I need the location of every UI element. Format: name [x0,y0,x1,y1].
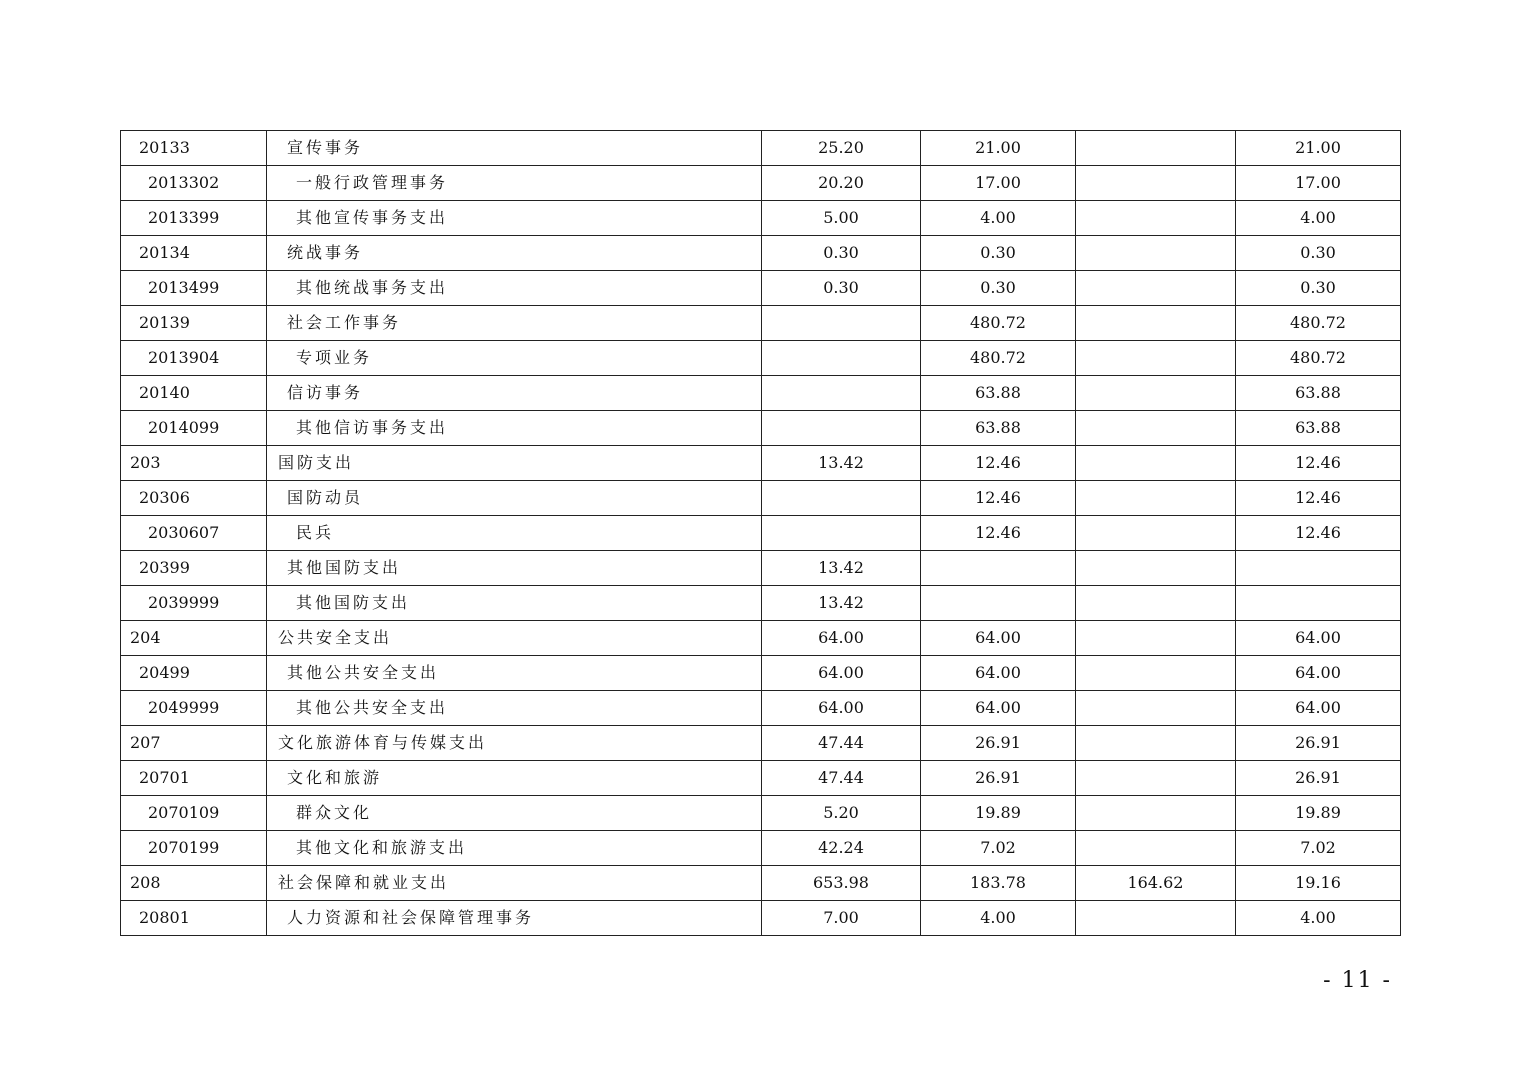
subject-name-cell: 社会工作事务 [267,306,762,341]
subject-name-cell: 社会保障和就业支出 [267,866,762,901]
value-cell-4: 480.72 [1236,306,1401,341]
table-row [121,236,1401,271]
subject-code-cell: 20140 [121,376,267,411]
value-cell-4: 64.00 [1236,691,1401,726]
value-cell-4: 480.72 [1236,341,1401,376]
value-cell-4: 17.00 [1236,166,1401,201]
subject-code-cell: 20701 [121,761,267,796]
value-cell-3 [1076,166,1236,201]
value-cell-2: 480.72 [921,306,1076,341]
value-cell-2: 63.88 [921,376,1076,411]
value-cell-1 [762,481,921,516]
value-cell-2: 64.00 [921,621,1076,656]
table-row [121,376,1401,411]
subject-code-cell: 2013399 [121,201,267,236]
value-cell-3 [1076,201,1236,236]
value-cell-1: 653.98 [762,866,921,901]
subject-code-cell: 204 [121,621,267,656]
value-cell-4: 26.91 [1236,761,1401,796]
value-cell-1 [762,516,921,551]
subject-name-cell: 民兵 [267,516,762,551]
value-cell-2: 21.00 [921,131,1076,166]
subject-name-cell: 其他信访事务支出 [267,411,762,446]
value-cell-2: 12.46 [921,446,1076,481]
value-cell-2: 26.91 [921,761,1076,796]
subject-code-cell: 20134 [121,236,267,271]
table-row [121,656,1401,691]
value-cell-3: 164.62 [1076,866,1236,901]
value-cell-4: 19.89 [1236,796,1401,831]
table-row [121,621,1401,656]
budget-table-body [121,131,1401,936]
value-cell-2: 0.30 [921,271,1076,306]
subject-name-cell: 宣传事务 [267,131,762,166]
table-row [121,516,1401,551]
value-cell-1: 42.24 [762,831,921,866]
value-cell-4: 26.91 [1236,726,1401,761]
value-cell-2: 4.00 [921,901,1076,936]
value-cell-1: 47.44 [762,761,921,796]
table-row [121,586,1401,621]
subject-name-cell: 其他公共安全支出 [267,656,762,691]
page-number: - 11 - [1323,968,1392,993]
value-cell-4: 4.00 [1236,201,1401,236]
value-cell-3 [1076,796,1236,831]
table-row [121,271,1401,306]
value-cell-1: 64.00 [762,621,921,656]
value-cell-1: 13.42 [762,551,921,586]
value-cell-4: 0.30 [1236,271,1401,306]
value-cell-1: 13.42 [762,586,921,621]
value-cell-3 [1076,236,1236,271]
subject-name-cell: 国防动员 [267,481,762,516]
subject-code-cell: 2013904 [121,341,267,376]
value-cell-2: 12.46 [921,516,1076,551]
value-cell-3 [1076,376,1236,411]
subject-name-cell: 其他宣传事务支出 [267,201,762,236]
value-cell-3 [1076,131,1236,166]
value-cell-4: 64.00 [1236,656,1401,691]
subject-name-cell: 其他公共安全支出 [267,691,762,726]
table-row [121,831,1401,866]
subject-name-cell: 文化和旅游 [267,761,762,796]
value-cell-2 [921,551,1076,586]
value-cell-1 [762,411,921,446]
value-cell-3 [1076,516,1236,551]
value-cell-2: 19.89 [921,796,1076,831]
subject-name-cell: 信访事务 [267,376,762,411]
value-cell-2: 26.91 [921,726,1076,761]
value-cell-2: 0.30 [921,236,1076,271]
value-cell-3 [1076,271,1236,306]
subject-name-cell: 国防支出 [267,446,762,481]
value-cell-2: 480.72 [921,341,1076,376]
table-row [121,866,1401,901]
value-cell-3 [1076,411,1236,446]
table-row [121,131,1401,166]
subject-name-cell: 公共安全支出 [267,621,762,656]
value-cell-2 [921,586,1076,621]
subject-name-cell: 其他统战事务支出 [267,271,762,306]
value-cell-1: 5.20 [762,796,921,831]
subject-code-cell: 20801 [121,901,267,936]
subject-name-cell: 人力资源和社会保障管理事务 [267,901,762,936]
subject-name-cell: 群众文化 [267,796,762,831]
subject-name-cell: 其他国防支出 [267,551,762,586]
value-cell-1: 13.42 [762,446,921,481]
value-cell-4: 12.46 [1236,446,1401,481]
table-row [121,551,1401,586]
subject-code-cell: 2049999 [121,691,267,726]
value-cell-4: 7.02 [1236,831,1401,866]
table-row [121,691,1401,726]
subject-code-cell: 20306 [121,481,267,516]
table-row [121,761,1401,796]
value-cell-2: 4.00 [921,201,1076,236]
subject-code-cell: 2030607 [121,516,267,551]
value-cell-1: 7.00 [762,901,921,936]
value-cell-4: 0.30 [1236,236,1401,271]
value-cell-2: 183.78 [921,866,1076,901]
subject-code-cell: 203 [121,446,267,481]
value-cell-3 [1076,726,1236,761]
value-cell-1 [762,341,921,376]
value-cell-2: 17.00 [921,166,1076,201]
value-cell-1: 0.30 [762,271,921,306]
value-cell-3 [1076,831,1236,866]
table-row [121,341,1401,376]
value-cell-1: 5.00 [762,201,921,236]
subject-code-cell: 2013302 [121,166,267,201]
subject-code-cell: 2070199 [121,831,267,866]
subject-code-cell: 20139 [121,306,267,341]
value-cell-1 [762,376,921,411]
table-row [121,166,1401,201]
value-cell-3 [1076,446,1236,481]
subject-code-cell: 208 [121,866,267,901]
value-cell-3 [1076,901,1236,936]
value-cell-3 [1076,551,1236,586]
subject-name-cell: 一般行政管理事务 [267,166,762,201]
table-row [121,901,1401,936]
value-cell-4: 21.00 [1236,131,1401,166]
value-cell-4 [1236,586,1401,621]
value-cell-4: 19.16 [1236,866,1401,901]
value-cell-3 [1076,621,1236,656]
value-cell-2: 7.02 [921,831,1076,866]
subject-code-cell: 20133 [121,131,267,166]
budget-table [120,130,1401,936]
value-cell-2: 12.46 [921,481,1076,516]
value-cell-1 [762,306,921,341]
value-cell-1: 47.44 [762,726,921,761]
value-cell-4: 63.88 [1236,411,1401,446]
subject-code-cell: 2070109 [121,796,267,831]
subject-name-cell: 其他文化和旅游支出 [267,831,762,866]
table-row [121,726,1401,761]
subject-name-cell: 其他国防支出 [267,586,762,621]
value-cell-4: 64.00 [1236,621,1401,656]
value-cell-4: 63.88 [1236,376,1401,411]
value-cell-3 [1076,481,1236,516]
value-cell-4 [1236,551,1401,586]
subject-name-cell: 统战事务 [267,236,762,271]
table-row [121,446,1401,481]
subject-code-cell: 20499 [121,656,267,691]
value-cell-2: 64.00 [921,656,1076,691]
subject-code-cell: 2013499 [121,271,267,306]
value-cell-1: 64.00 [762,656,921,691]
value-cell-3 [1076,306,1236,341]
value-cell-3 [1076,656,1236,691]
value-cell-4: 12.46 [1236,516,1401,551]
subject-name-cell: 专项业务 [267,341,762,376]
value-cell-4: 12.46 [1236,481,1401,516]
subject-code-cell: 20399 [121,551,267,586]
subject-code-cell: 2039999 [121,586,267,621]
value-cell-1: 25.20 [762,131,921,166]
value-cell-3 [1076,586,1236,621]
value-cell-3 [1076,691,1236,726]
value-cell-3 [1076,341,1236,376]
value-cell-1: 20.20 [762,166,921,201]
value-cell-1: 64.00 [762,691,921,726]
table-row [121,306,1401,341]
subject-code-cell: 207 [121,726,267,761]
value-cell-4: 4.00 [1236,901,1401,936]
table-row [121,796,1401,831]
value-cell-3 [1076,761,1236,796]
subject-name-cell: 文化旅游体育与传媒支出 [267,726,762,761]
table-row [121,481,1401,516]
table-row [121,411,1401,446]
value-cell-1: 0.30 [762,236,921,271]
subject-code-cell: 2014099 [121,411,267,446]
value-cell-2: 64.00 [921,691,1076,726]
table-row [121,201,1401,236]
value-cell-2: 63.88 [921,411,1076,446]
